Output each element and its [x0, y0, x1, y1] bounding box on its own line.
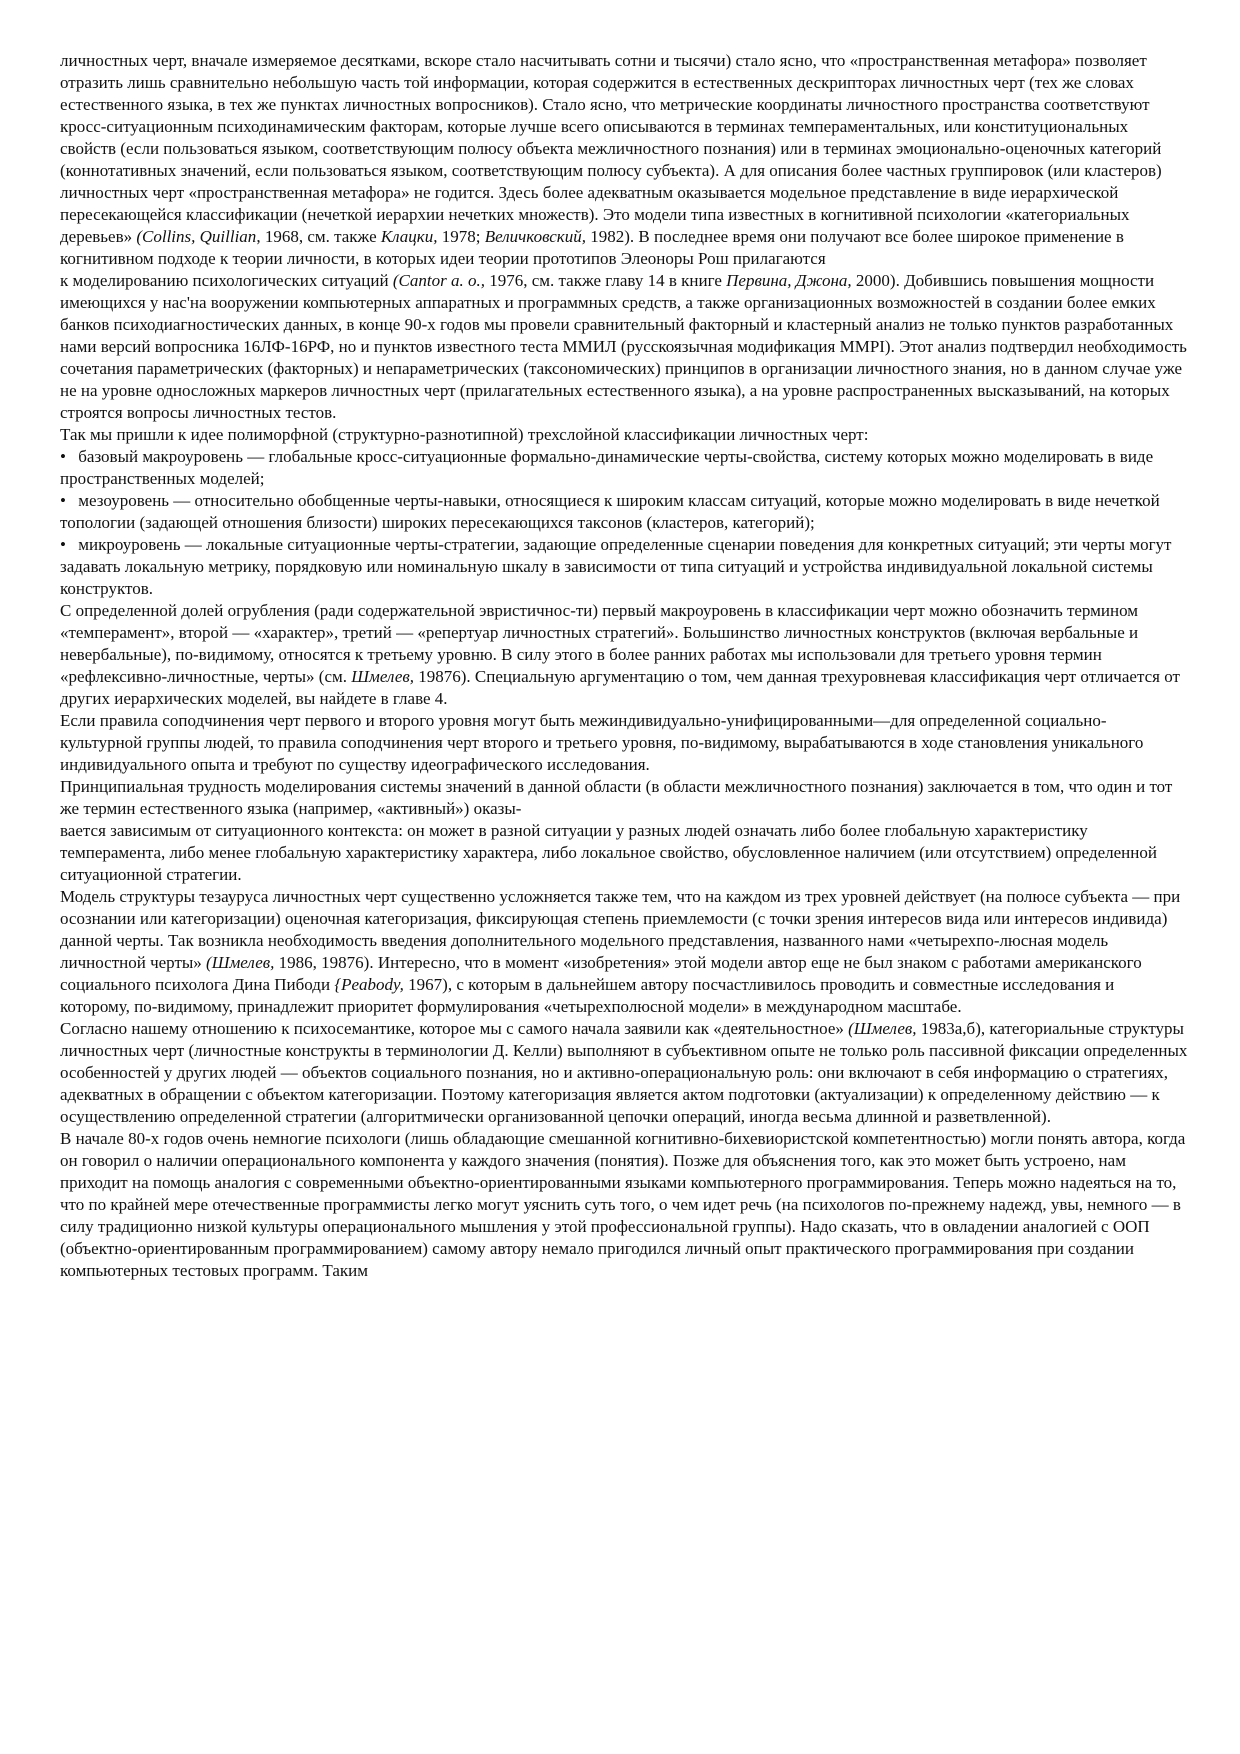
list-item — [60, 446, 1188, 490]
paragraph — [60, 50, 1188, 270]
list-item-text: базовый макроуровень — глобальные кросс-ситуационные формально-динамические черты-свойства, систему которых можно моделировать в виде пространственных моделей; — [60, 447, 1154, 488]
paragraph — [60, 776, 1188, 820]
paragraph-text: 19876). Специальную аргументацию о том, чем данная трехуровневая классификация черт отличается от других иерархических моделей, вы найдете в главе 4. — [60, 667, 1180, 708]
citation-text: (Collins, Quillian — [136, 227, 257, 246]
citation-text: (Шмелев, — [206, 953, 275, 972]
paragraphs-after-list — [60, 600, 1188, 1282]
citation-text: Величковский, — [484, 227, 586, 246]
citation-text: Шмелев, — [351, 667, 414, 686]
paragraph-text: 1986, 19876). Интересно, что в момент «изобретения» этой модели автор еще не был знаком с работами американского социального психолога Дина Пибоди — [60, 953, 1142, 994]
paragraph — [60, 886, 1188, 1018]
paragraph — [60, 600, 1188, 710]
list-item — [60, 490, 1188, 534]
citation-text: {Peabody, — [334, 975, 404, 994]
paragraphs-before-list — [60, 50, 1188, 446]
paragraph-text: Так мы пришли к идее полиморфной (структурно-разнотипной) трехслойной классификации личностных черт: — [60, 425, 869, 444]
paragraph — [60, 710, 1188, 776]
paragraph-text: личностных черт, вначале измеряемое десятками, вскоре стало насчитывать сотни и тысячи) стало ясно, что «пространственная метафора» позволяет отразить лишь сравнительно небольшую часть той информации, которая содержится в естественных дескрипторах личностных черт (тех же словах естественного языка, в тех же пунктах личностных вопросников). Стало ясно, что метрические координаты личностного пространства соответствуют кросс-ситуационным психодинамическим факторам, которые лучше всего описываются в терминах темпераментальных, или конституциональных свойств (если пользоваться языком, соответствующим полюсу объекта межличностного познания) или в терминах эмоционально-оценочных категорий (коннотативных значений, если пользоваться языком, соответствующим полюсу субъекта). А для описания более частных группировок (или кластеров) личностных черт «пространственная метафора» не годится. Здесь более адекватным оказывается модельное представление в виде иерархической пересекающейся классификации (нечеткой иерархии нечетких множеств). Это модели типа известных в когнитивной психологии «категориальных деревьев» — [60, 51, 1162, 246]
citation-text: (Cantor a. o., — [392, 271, 485, 290]
citation-text: Первина, Джона, — [726, 271, 852, 290]
list-item-text: микроуровень — локальные ситуационные черты-стратегии, задающие определенные сценарии поведения для конкретных ситуаций; эти черты могут задавать локальную метрику, порядковую или номинальную шкалу в зависимости от типа ситуаций и устройства индивидуальной локальной системы конструктов. — [60, 535, 1172, 598]
paragraph — [60, 1128, 1188, 1282]
paragraph — [60, 424, 1188, 446]
paragraph-text: В начале 80-х годов очень немногие психологи (лишь обладающие смешанной когнитивно-бихевиористской компетентностью) могли понять автора, когда он говорил о наличии операционального компонента у каждого значения (понятия). Позже для объяснения того, как это может быть устроено, нам приходит на помощь аналогия с современными объектно-ориентированными языками компьютерного программирования. Теперь можно надеяться на то, что по крайней мере отечественные программисты легко могут уяснить суть того, о чем идет речь (на психологов по-прежнему надежд, увы, немного — в силу традиционно низкой культуры операционального мышления у этой профессиональной группы). Надо сказать, что в овладении аналогией с ООП (объектно-ориентированным программированием) самому автору немало пригодился личный опыт практического программирования при создании компьютерных тестовых программ. Таким — [60, 1129, 1186, 1280]
paragraph — [60, 270, 1188, 424]
paragraph-text: Принципиальная трудность моделирования системы значений в данной области (в области межличностного познания) заключается в том, что один и тот же термин естественного языка (например, «активный») оказы- — [60, 777, 1173, 818]
paragraph-text: 1967), с которым в дальнейшем автору посчастливилось проводить и совместные исследования и которому, по-видимому, принадлежит приоритет формулирования «четырехполюсной модели» в международном масштабе. — [60, 975, 1115, 1016]
list-item — [60, 534, 1188, 600]
paragraph-text: вается зависимым от ситуационного контекста: он может в разной ситуации у разных людей означать либо более глобальную характеристику темперамента, либо менее глобальную характеристику характера, либо локальное свойство, обусловленное наличием (или отсутствием) определенной ситуационной стратегии. — [60, 821, 1157, 884]
paragraph-text: Согласно нашему отношению к психосемантике, которое мы с самого начала заявили как «деятельностное» — [60, 1019, 849, 1038]
paragraph-text: Модель структуры тезауруса личностных черт существенно усложняется также тем, что на каждом из трех уровней действует (на полюсе субъекта — при осознании или категоризации) оценочная категоризация, фиксирующая степень приемлемости (с точки зрения интересов вида или интересов индивида) данной черты. Так возникла необходимость введения дополнительного модельного представления, названного нами «четырехпо-люсная модель личностной черты» — [60, 887, 1181, 972]
paragraph-text: С определенной долей огрубления (ради содержательной эвристичнос-ти) первый макроуровень в классификации черт можно обозначить термином «темперамент», второй — «характер», третий — «репертуар личностных стратегий». Большинство личностных конструктов (включая вербальные и невербальные), по-видимому, относятся к третьему уровню. В силу этого в более ранних работах мы использовали для третьего уровня термин «рефлексивно-личностные, черты» (см. — [60, 601, 1139, 686]
paragraph — [60, 820, 1188, 886]
paragraph-text: 1983а,б), категориальные структуры личностных черт (личностные конструкты в терминологии Д. Келли) выполняют в субъективном опыте не только роль пассивной фиксации определенных особенностей у других людей — объектов социального познания, но и активно-операциональную роль: они включают в себя информацию о стратегиях, адекватных в обращении с объектом категоризации. Поэтому категоризация является актом подготовки (актуализации) к определенному действию — к осуществлению определенной стратегии (алгоритмически организованной цепочки операций, иногда весьма длинной и разветвленной). — [60, 1019, 1188, 1126]
bullet-icon: • — [60, 447, 66, 466]
list-item-text: мезоуровень — относительно обобщенные черты-навыки, относящиеся к широким классам ситуаций, которые можно моделировать в виде нечеткой топологии (задающей отношения близости) широких пересекающихся таксонов (кластеров, категорий); — [60, 491, 1160, 532]
paragraph-text: 2000). Добившись повышения мощности имеющихся у нас'на вооружении компьютерных аппаратных и программных средств, а также организационных возможностей в создании более емких банков психодиагностических данных, в конце 90-х годов мы провели сравнительный факторный и кластерный анализ не только пунктов разработанных нами версий вопросника 16ЛФ-16РФ, но и пунктов известного теста ММИЛ (русскоязычная модификация MMPI). Этот анализ подтвердил необходимость сочетания параметрических (факторных) и непараметрических (таксономических) принципов в организации личностного знания, но в данном случае уже не на уровне односложных маркеров личностных черт (прилагательных естественного языка), а на уровне распространенных высказываний, на которых строятся вопросы личностных тестов. — [60, 271, 1187, 422]
paragraph-text: 1982). В последнее время они получают все более широкое применение в когнитивном подходе к теории личности, в которых идеи теории прототипов Элеоноры Рош прилагаются — [60, 227, 1124, 268]
bullet-icon: • — [60, 535, 66, 554]
bullet-icon: • — [60, 491, 66, 510]
classification-list — [60, 446, 1188, 600]
citation-text: (Шмелев, — [848, 1019, 917, 1038]
paragraph-text: к моделированию психологических ситуаций — [60, 271, 393, 290]
paragraph-text: 1978; — [437, 227, 485, 246]
citation-text: Клацки, — [380, 227, 438, 246]
paragraph — [60, 1018, 1188, 1128]
paragraph-text: 1976, см. также главу 14 в книге — [484, 271, 727, 290]
paragraph-text: Если правила соподчинения черт первого и второго уровня могут быть межиндивидуально-унифицированными—для определенной социально-культурной группы людей, то правила соподчинения черт второго и третьего уровня, по-видимому, вырабатываются в ходе становления уникального индивидуального опыта и требуют по существу идеографического исследования. — [60, 711, 1144, 774]
paragraph-text: , 1968, см. также — [256, 227, 381, 246]
